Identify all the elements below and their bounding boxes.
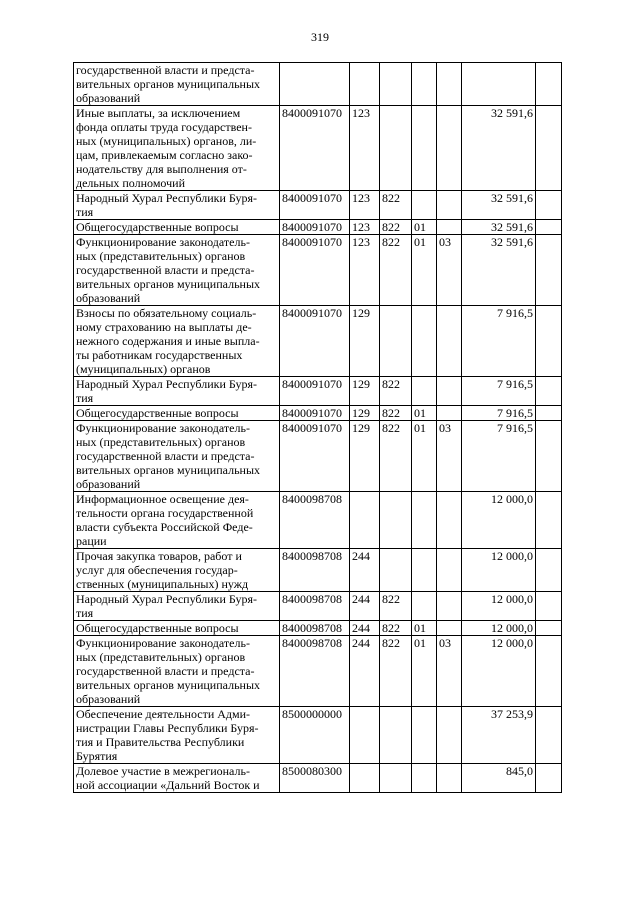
expense-name-cell: Обеспечение деятельности Адми- нистрации Главы Республики Буря- тия и Правительства Республики Бурятия	[74, 707, 280, 764]
empty-cell	[536, 406, 562, 421]
target-article-cell: 8400091070	[280, 377, 350, 406]
amount-cell: 32 591,6	[462, 220, 536, 235]
expense-name-cell: Народный Хурал Республики Буря- тия	[74, 191, 280, 220]
expense-name-cell: государственной власти и предста- вительных органов муниципальных образований	[74, 63, 280, 106]
expense-type-cell	[350, 764, 380, 793]
amount-cell: 12 000,0	[462, 492, 536, 549]
table-row	[74, 235, 562, 306]
expense-name-cell: Народный Хурал Республики Буря- тия	[74, 377, 280, 406]
subsection-cell	[437, 764, 462, 793]
table-row	[74, 406, 562, 421]
table-row	[74, 549, 562, 592]
amount-cell: 37 253,9	[462, 707, 536, 764]
amount-cell: 12 000,0	[462, 621, 536, 636]
target-article-cell: 8400091070	[280, 406, 350, 421]
expense-type-cell	[350, 492, 380, 549]
target-article-cell: 8400091070	[280, 220, 350, 235]
expense-type-cell: 129	[350, 421, 380, 492]
chapter-cell: 822	[380, 377, 412, 406]
target-article-cell: 8500000000	[280, 707, 350, 764]
section-cell	[412, 63, 437, 106]
expense-type-cell: 129	[350, 406, 380, 421]
subsection-cell	[437, 377, 462, 406]
empty-cell	[536, 191, 562, 220]
page-number: 319	[311, 30, 329, 44]
table-row	[74, 377, 562, 406]
expense-name-cell: Прочая закупка товаров, работ и услуг для обеспечения государ- ственных (муниципальных) нужд	[74, 549, 280, 592]
empty-cell	[536, 592, 562, 621]
table-row	[74, 106, 562, 191]
empty-cell	[536, 377, 562, 406]
expense-name-cell: Функционирование законодатель- ных (представительных) органов государственной власти и предста- вительных органов муниципальных образований	[74, 636, 280, 707]
subsection-cell	[437, 707, 462, 764]
amount-cell	[462, 63, 536, 106]
expense-type-cell: 123	[350, 220, 380, 235]
chapter-cell: 822	[380, 220, 412, 235]
target-article-cell: 8500080300	[280, 764, 350, 793]
table-row	[74, 621, 562, 636]
expense-type-cell: 244	[350, 549, 380, 592]
amount-cell: 7 916,5	[462, 306, 536, 377]
empty-cell	[536, 621, 562, 636]
target-article-cell: 8400098708	[280, 492, 350, 549]
expense-name-cell: Общегосударственные вопросы	[74, 621, 280, 636]
subsection-cell	[437, 592, 462, 621]
amount-cell: 7 916,5	[462, 406, 536, 421]
subsection-cell: 03	[437, 235, 462, 306]
expense-name-cell: Общегосударственные вопросы	[74, 406, 280, 421]
section-cell	[412, 492, 437, 549]
expense-type-cell: 129	[350, 377, 380, 406]
chapter-cell: 822	[380, 421, 412, 492]
amount-cell: 32 591,6	[462, 235, 536, 306]
section-cell	[412, 592, 437, 621]
subsection-cell: 03	[437, 636, 462, 707]
subsection-cell	[437, 621, 462, 636]
chapter-cell	[380, 63, 412, 106]
expense-type-cell: 123	[350, 191, 380, 220]
empty-cell	[536, 492, 562, 549]
chapter-cell	[380, 492, 412, 549]
expense-type-cell	[350, 707, 380, 764]
empty-cell	[536, 220, 562, 235]
section-cell	[412, 106, 437, 191]
expense-name-cell: Взносы по обязательному социаль- ному страхованию на выплаты де- нежного содержания и иные выпла- ты работникам государственных (муниципальных) органов	[74, 306, 280, 377]
section-cell: 01	[412, 220, 437, 235]
chapter-cell	[380, 549, 412, 592]
subsection-cell: 03	[437, 421, 462, 492]
expense-name-cell: Функционирование законодатель- ных (представительных) органов государственной власти и предста- вительных органов муниципальных образований	[74, 235, 280, 306]
section-cell	[412, 549, 437, 592]
target-article-cell: 8400098708	[280, 636, 350, 707]
target-article-cell: 8400091070	[280, 106, 350, 191]
chapter-cell	[380, 707, 412, 764]
empty-cell	[536, 549, 562, 592]
expense-name-cell: Народный Хурал Республики Буря- тия	[74, 592, 280, 621]
expense-type-cell: 123	[350, 235, 380, 306]
target-article-cell: 8400091070	[280, 191, 350, 220]
expense-type-cell: 244	[350, 636, 380, 707]
empty-cell	[536, 106, 562, 191]
empty-cell	[536, 764, 562, 793]
target-article-cell: 8400098708	[280, 549, 350, 592]
subsection-cell	[437, 406, 462, 421]
amount-cell: 12 000,0	[462, 636, 536, 707]
empty-cell	[536, 421, 562, 492]
empty-cell	[536, 306, 562, 377]
subsection-cell	[437, 220, 462, 235]
subsection-cell	[437, 106, 462, 191]
section-cell	[412, 191, 437, 220]
amount-cell: 7 916,5	[462, 377, 536, 406]
section-cell	[412, 707, 437, 764]
amount-cell: 845,0	[462, 764, 536, 793]
chapter-cell	[380, 764, 412, 793]
subsection-cell	[437, 63, 462, 106]
table-row	[74, 636, 562, 707]
table-row	[74, 306, 562, 377]
expense-type-cell: 123	[350, 106, 380, 191]
empty-cell	[536, 63, 562, 106]
table-row	[74, 492, 562, 549]
expense-type-cell: 244	[350, 592, 380, 621]
table-row	[74, 63, 562, 106]
chapter-cell	[380, 106, 412, 191]
chapter-cell: 822	[380, 235, 412, 306]
expense-name-cell: Информационное освещение дея- тельности органа государственной власти субъекта Российской Феде- рации	[74, 492, 280, 549]
expense-type-cell: 244	[350, 621, 380, 636]
amount-cell: 12 000,0	[462, 592, 536, 621]
target-article-cell: 8400098708	[280, 621, 350, 636]
chapter-cell	[380, 306, 412, 377]
chapter-cell: 822	[380, 592, 412, 621]
expense-type-cell: 129	[350, 306, 380, 377]
subsection-cell	[437, 549, 462, 592]
empty-cell	[536, 235, 562, 306]
chapter-cell: 822	[380, 636, 412, 707]
expense-name-cell: Общегосударственные вопросы	[74, 220, 280, 235]
table-row	[74, 421, 562, 492]
table-row	[74, 764, 562, 793]
section-cell	[412, 306, 437, 377]
expense-name-cell: Функционирование законодатель- ных (представительных) органов государственной власти и предста- вительных органов муниципальных образований	[74, 421, 280, 492]
target-article-cell: 8400091070	[280, 306, 350, 377]
section-cell: 01	[412, 421, 437, 492]
chapter-cell: 822	[380, 406, 412, 421]
subsection-cell	[437, 492, 462, 549]
chapter-cell: 822	[380, 621, 412, 636]
subsection-cell	[437, 191, 462, 220]
amount-cell: 32 591,6	[462, 106, 536, 191]
expense-name-cell: Иные выплаты, за исключением фонда оплаты труда государствен- ных (муниципальных) органов, ли- цам, привлекаемым согласно зако- нодательству для выполнения от- дельных полномочий	[74, 106, 280, 191]
budget-table	[73, 62, 562, 793]
section-cell: 01	[412, 235, 437, 306]
chapter-cell: 822	[380, 191, 412, 220]
amount-cell: 12 000,0	[462, 549, 536, 592]
section-cell: 01	[412, 406, 437, 421]
amount-cell: 32 591,6	[462, 191, 536, 220]
target-article-cell: 8400091070	[280, 235, 350, 306]
target-article-cell: 8400091070	[280, 421, 350, 492]
section-cell: 01	[412, 636, 437, 707]
subsection-cell	[437, 306, 462, 377]
section-cell	[412, 377, 437, 406]
empty-cell	[536, 707, 562, 764]
table-row	[74, 220, 562, 235]
section-cell	[412, 764, 437, 793]
table-row	[74, 707, 562, 764]
target-article-cell	[280, 63, 350, 106]
section-cell: 01	[412, 621, 437, 636]
target-article-cell: 8400098708	[280, 592, 350, 621]
amount-cell: 7 916,5	[462, 421, 536, 492]
expense-type-cell	[350, 63, 380, 106]
empty-cell	[536, 636, 562, 707]
table-row	[74, 191, 562, 220]
table-row	[74, 592, 562, 621]
expense-name-cell: Долевое участие в межрегиональ- ной ассоциации «Дальний Восток и	[74, 764, 280, 793]
